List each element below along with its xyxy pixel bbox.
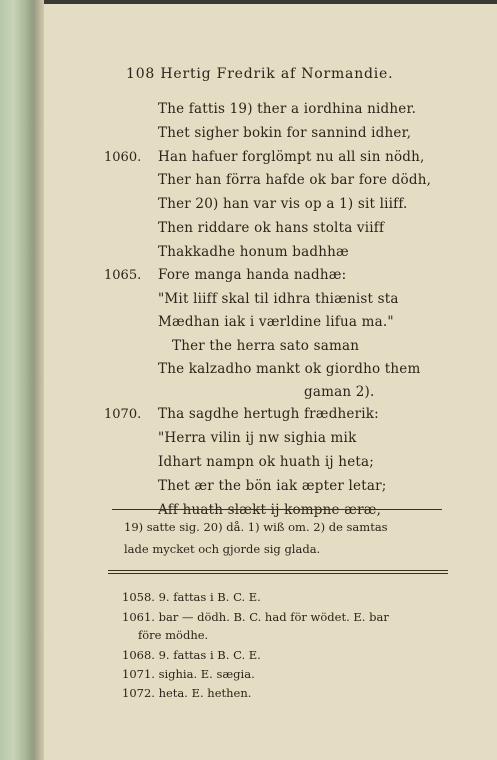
book-page xyxy=(44,4,497,760)
verse-line: Thet sigher bokin for sannind idher, xyxy=(158,125,412,141)
verse-line: Han hafuer forglömpt nu all sin nödh, xyxy=(158,149,425,165)
verse-line: Tha sagdhe hertugh frædherik: xyxy=(158,406,379,422)
verse-line: Ther han förra hafde ok bar fore dödh, xyxy=(158,172,432,188)
verse-line-continuation: gaman 2). xyxy=(304,384,375,400)
variant-reading: 1071. sighia. E. sægia. xyxy=(122,667,255,681)
verse-line: "Mit liiff skal til idhra thiænist sta xyxy=(158,291,399,307)
verse-line: Ther the herra sato saman xyxy=(172,338,360,354)
verse-line: Ther 20) han var vis op a 1) sit liiff. xyxy=(158,196,408,212)
variant-reading-continuation: före mödhe. xyxy=(138,628,209,642)
line-number: 1065. xyxy=(104,268,142,283)
book-binding-edge xyxy=(0,0,34,760)
verse-line: Mædhan iak i værldine lifua ma." xyxy=(158,314,394,330)
line-number: 1060. xyxy=(104,150,142,165)
variant-reading: 1058. 9. fattas i B. C. E. xyxy=(122,590,261,604)
page-gutter xyxy=(34,0,44,760)
verse-line: The fattis 19) ther a iordhina nidher. xyxy=(158,101,417,117)
verse-line: Then riddare ok hans stolta viiff xyxy=(158,220,385,236)
variant-reading: 1072. heta. E. hethen. xyxy=(122,686,252,700)
variants-divider-double xyxy=(108,573,448,574)
variant-reading: 1061. bar — dödh. B. C. had för wödet. E. bar xyxy=(122,610,389,624)
verse-line: Aff huath slækt ij kompne æræ, xyxy=(158,502,382,518)
footnote-line: lade mycket och gjorde sig glada. xyxy=(124,542,321,556)
line-number: 1070. xyxy=(104,407,142,422)
variant-reading: 1068. 9. fattas i B. C. E. xyxy=(122,648,261,662)
footnote-divider xyxy=(112,509,442,510)
verse-line: Idhart nampn ok huath ij heta; xyxy=(158,454,375,470)
verse-line: "Herra vilin ij nw sighia mik xyxy=(158,430,357,446)
verse-line: Thakkadhe honum badhhæ xyxy=(158,244,349,260)
verse-line: The kalzadho mankt ok giordho them xyxy=(158,361,421,377)
variants-divider xyxy=(108,570,448,571)
footnote-line: 19) satte sig. 20) då. 1) wiß om. 2) de samtas xyxy=(124,520,388,534)
verse-line: Thet ær the bön iak æpter letar; xyxy=(158,478,387,494)
verse-line: Fore manga handa nadhæ: xyxy=(158,267,347,283)
running-header: 108 Hertig Fredrik af Normandie. xyxy=(126,66,394,82)
